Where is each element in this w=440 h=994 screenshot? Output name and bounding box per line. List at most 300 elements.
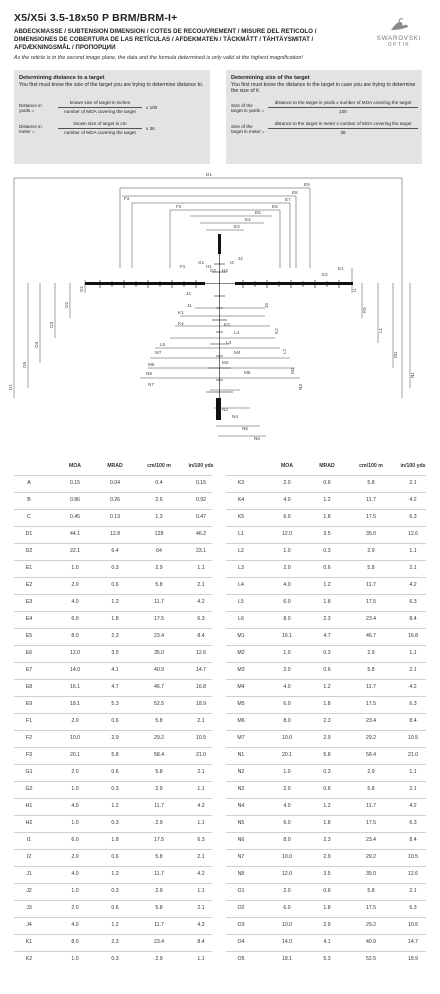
table-row — [14, 475, 426, 492]
table-cell: 5.3 — [323, 956, 331, 962]
table-cell: 2.9 — [155, 565, 163, 571]
table-cell: 2.0 — [71, 905, 79, 911]
reticle-label: N2 — [222, 407, 228, 412]
table-cell: O4 — [237, 939, 245, 945]
table-cell: 10.5 — [407, 922, 419, 928]
table-cell: 11.7 — [154, 803, 164, 809]
row-divider — [226, 713, 426, 714]
table-cell: 2.0 — [283, 565, 291, 571]
swan-icon — [388, 16, 410, 34]
table-row — [14, 900, 426, 917]
table-cell: 10.0 — [281, 735, 293, 741]
table-cell: 4.0 — [283, 803, 291, 809]
table-cell: M2 — [237, 650, 245, 656]
table-cell: 17.5 — [365, 820, 377, 826]
table-cell: 1.1 — [197, 565, 205, 571]
table-cell: 14.7 — [407, 939, 419, 945]
table-cell: 11.7 — [366, 684, 376, 690]
table-cell: 22.1 — [69, 548, 81, 554]
table-cell: 17.5 — [153, 837, 165, 843]
table-cell: M5 — [237, 701, 245, 707]
table-cell: 35.0 — [153, 650, 165, 656]
table-cell: 10.5 — [195, 735, 207, 741]
row-divider — [14, 645, 212, 646]
table-cell: 29.2 — [153, 735, 165, 741]
table-cell: 2.9 — [367, 650, 375, 656]
reticle-label: I2 — [230, 260, 234, 265]
table-cell: 29.2 — [365, 735, 377, 741]
row-divider — [14, 764, 212, 765]
row-divider — [226, 509, 426, 510]
reticle-label: H2 — [222, 268, 228, 273]
table-cell: 40.9 — [365, 939, 377, 945]
table-cell: 0.86 — [69, 497, 81, 503]
table-cell: J2 — [26, 888, 32, 894]
table-cell: 0.6 — [111, 905, 119, 911]
table-cell: G1 — [25, 769, 33, 775]
size-meter-denominator: 36 — [340, 130, 346, 135]
table-cell: 12.6 — [407, 531, 419, 537]
table-cell: G2 — [25, 786, 33, 792]
table-cell: 6.3 — [197, 616, 205, 622]
reticle-label: D1 — [8, 384, 13, 390]
table-row — [14, 815, 426, 832]
table-cell: L1 — [238, 531, 244, 537]
table-cell: 46.7 — [153, 684, 165, 690]
table-cell: 1.2 — [111, 871, 119, 877]
row-divider — [14, 798, 212, 799]
reticle-label: E2 — [322, 272, 328, 277]
table-cell: 2.9 — [323, 854, 331, 860]
table-cell: J3 — [26, 905, 32, 911]
table-cell: 2.9 — [323, 922, 331, 928]
table-cell: 0.6 — [323, 667, 331, 673]
table-row — [14, 577, 426, 594]
table-cell: N1 — [237, 752, 245, 758]
table-cell: M1 — [237, 633, 245, 639]
table-row — [14, 543, 426, 560]
table-cell: 6.0 — [71, 616, 79, 622]
table-cell: 6.0 — [283, 820, 291, 826]
reticle-label: L2 — [282, 348, 287, 354]
row-divider — [14, 526, 212, 527]
table-cell: L6 — [238, 616, 244, 622]
reticle-label: E5 — [255, 210, 261, 215]
table-cell: 10.0 — [69, 735, 81, 741]
table-cell: N8 — [237, 871, 245, 877]
brand-name: SWAROVSKI — [376, 35, 422, 42]
table-cell: M3 — [237, 667, 245, 673]
table-row — [14, 781, 426, 798]
reticle-label: N3 — [298, 384, 303, 390]
row-divider — [14, 730, 212, 731]
table-row — [14, 696, 426, 713]
table-cell: 8.4 — [409, 718, 417, 724]
table-cell: N6 — [237, 837, 245, 843]
column-header: in/100 yds — [188, 463, 214, 469]
table-row — [14, 934, 426, 951]
table-cell: 4.0 — [71, 599, 79, 605]
table-cell: 17.5 — [365, 514, 377, 520]
size-yards-numerator: distance to the target in yards x number of MOA covering the target — [274, 100, 412, 105]
row-divider — [14, 543, 212, 544]
table-cell: 2.9 — [111, 735, 119, 741]
reticle-label: L1 — [378, 327, 383, 333]
row-divider — [14, 832, 212, 833]
table-cell: 2.9 — [155, 888, 163, 894]
table-cell: 10.5 — [407, 735, 419, 741]
table-cell: 2.0 — [71, 769, 79, 775]
table-cell: N2 — [237, 769, 245, 775]
table-cell: 0.45 — [69, 514, 81, 520]
table-cell: 11.7 — [154, 599, 164, 605]
row-divider — [226, 475, 426, 476]
table-cell: L4 — [238, 582, 244, 588]
row-divider — [226, 594, 426, 595]
table-cell: 0.47 — [195, 514, 207, 520]
table-cell: 2.9 — [155, 820, 163, 826]
table-cell: E6 — [25, 650, 33, 656]
table-cell: 0.6 — [111, 718, 119, 724]
reticle-label: L5 — [160, 342, 166, 347]
table-cell: 6.0 — [283, 701, 291, 707]
table-cell: 10.0 — [281, 854, 293, 860]
table-cell: L5 — [238, 599, 244, 605]
fraction-line — [58, 107, 142, 108]
table-cell: 1.2 — [111, 599, 119, 605]
table-cell: 1.2 — [323, 497, 331, 503]
reticle-label: N5 — [242, 426, 248, 431]
table-cell: 5.8 — [155, 582, 163, 588]
table-cell: L3 — [238, 565, 244, 571]
reticle-label: E6 — [272, 204, 278, 209]
reticle-label: F1 — [180, 264, 186, 269]
fraction-line — [268, 128, 418, 129]
reticle-diagram — [0, 168, 440, 450]
table-cell: 0.3 — [111, 956, 119, 962]
reticle-label: E4 — [245, 217, 251, 222]
row-divider — [226, 764, 426, 765]
table-cell: F2 — [25, 735, 33, 741]
table-cell: 0.3 — [111, 820, 119, 826]
reticle-label: N7 — [148, 382, 154, 387]
table-cell: 6.3 — [409, 599, 417, 605]
reticle-label: D1 — [206, 172, 212, 177]
header — [14, 12, 354, 61]
reticle-label: J4 — [186, 291, 191, 296]
table-cell: B — [27, 497, 31, 503]
reticle-label: L3 — [226, 340, 232, 345]
table-cell: 0.3 — [111, 786, 119, 792]
table-cell: 0.4 — [155, 480, 163, 486]
table-cell: 4.0 — [71, 922, 79, 928]
distance-meter-denominator: number of MOA covering the target — [64, 130, 136, 135]
table-cell: 14.0 — [281, 939, 293, 945]
table-cell: O3 — [237, 922, 245, 928]
distance-yards-numerator: known size of target in inches — [69, 100, 131, 105]
reticle-label: M2 — [290, 367, 295, 374]
size-yards-denominator: 100 — [339, 109, 347, 114]
table-cell: 2.0 — [71, 582, 79, 588]
table-cell: 8.0 — [283, 718, 291, 724]
table-cell: 23.4 — [365, 616, 377, 622]
table-cell: 2.1 — [409, 667, 417, 673]
table-cell: 2.1 — [197, 769, 205, 775]
table-cell: E3 — [25, 599, 33, 605]
table-row — [14, 798, 426, 815]
table-cell: 1.8 — [323, 820, 331, 826]
reticle-label: M1 — [393, 351, 398, 358]
row-divider — [226, 730, 426, 731]
row-divider — [14, 781, 212, 782]
fraction-line — [268, 107, 418, 108]
size-box-desc: You first must know the distance to the target in case you are trying to determine the size of it. — [231, 82, 416, 95]
table-row — [14, 883, 426, 900]
table-cell: K3 — [237, 480, 245, 486]
table-cell: E4 — [25, 616, 33, 622]
table-cell: 1.2 — [111, 803, 119, 809]
table-cell: 3.5 — [323, 871, 331, 877]
table-cell: 5.8 — [367, 888, 375, 894]
row-divider — [226, 832, 426, 833]
table-cell: 0.6 — [323, 565, 331, 571]
table-cell: 4.1 — [323, 939, 331, 945]
table-cell: O1 — [237, 888, 245, 894]
reticle-label: N1 — [410, 372, 415, 378]
row-divider — [226, 747, 426, 748]
table-cell: 2.3 — [323, 718, 331, 724]
page-subtitle: ABDECKMASSE / SUBTENSION DIMENSION / COTES DE RECOUVREMENT / MISURE DEL RETICOLO / DIMENSIONES DE COBERTURA DE LAS RETÍCULAS / AFDEKMATEN / TÄCKMÅTT / TÄHTÄYSMITAT / AFDÆKNINGSMÅL / ПРОПОРЦИИ — [14, 28, 317, 51]
table-cell: J1 — [26, 871, 32, 877]
table-row — [14, 594, 426, 611]
row-divider — [14, 849, 212, 850]
table-cell: 1.8 — [323, 599, 331, 605]
row-divider — [226, 781, 426, 782]
table-cell: 29.2 — [365, 922, 377, 928]
reticle-label: F3 — [124, 196, 130, 201]
fraction-line — [58, 128, 142, 129]
table-cell: J4 — [26, 922, 32, 928]
table-cell: 8.4 — [409, 616, 417, 622]
table-cell: 1.8 — [323, 514, 331, 520]
row-divider — [226, 526, 426, 527]
table-cell: 4.2 — [197, 599, 205, 605]
table-cell: 6.0 — [283, 599, 291, 605]
reticle-label: J1 — [187, 303, 192, 308]
table-cell: 6.3 — [409, 701, 417, 707]
table-cell: 6.3 — [409, 820, 417, 826]
table-cell: H1 — [25, 803, 33, 809]
table-cell: 5.8 — [367, 667, 375, 673]
table-cell: 3.5 — [111, 650, 119, 656]
table-cell: 12.6 — [195, 650, 207, 656]
table-cell: 4.7 — [111, 684, 119, 690]
table-cell: M6 — [237, 718, 245, 724]
table-cell: 40.9 — [153, 667, 165, 673]
row-divider — [226, 798, 426, 799]
table-cell: 2.6 — [155, 497, 163, 503]
table-cell: 0.3 — [111, 888, 119, 894]
table-cell: 11.7 — [366, 803, 376, 809]
table-cell: 10.0 — [281, 922, 293, 928]
table-cell: 1.8 — [111, 616, 119, 622]
row-divider — [14, 509, 212, 510]
table-cell: 17.5 — [365, 599, 377, 605]
table-cell: 0.3 — [323, 769, 331, 775]
table-cell: 2.0 — [283, 480, 291, 486]
reticle-label: F2 — [176, 204, 182, 209]
row-divider — [226, 815, 426, 816]
row-divider — [226, 662, 426, 663]
reticle-label: N6 — [254, 436, 260, 441]
table-cell: E9 — [25, 701, 33, 707]
table-cell: 2.1 — [409, 786, 417, 792]
row-divider — [14, 475, 212, 476]
table-cell: K1 — [25, 939, 33, 945]
reticle-label: O4 — [34, 341, 39, 348]
table-row — [14, 917, 426, 934]
table-cell: 5.8 — [155, 905, 163, 911]
table-cell: 2.0 — [71, 854, 79, 860]
table-cell: 11.7 — [366, 582, 376, 588]
table-cell: 14.0 — [69, 667, 81, 673]
table-row — [14, 526, 426, 543]
table-cell: 4.2 — [197, 803, 205, 809]
table-cell: 23.1 — [195, 548, 207, 554]
table-cell: 2.3 — [111, 939, 119, 945]
table-cell: N7 — [237, 854, 245, 860]
table-cell: 6.3 — [409, 514, 417, 520]
table-cell: 44.1 — [69, 531, 81, 537]
column-header: MRAD — [319, 463, 335, 469]
table-cell: 6.0 — [283, 514, 291, 520]
table-cell: 12.0 — [281, 531, 293, 537]
table-cell: 1.2 — [111, 922, 119, 928]
table-cell: 8.4 — [409, 837, 417, 843]
table-cell: 1.8 — [323, 905, 331, 911]
subtension-table — [14, 458, 426, 988]
size-formula-box — [226, 70, 422, 164]
table-cell: 4.0 — [71, 803, 79, 809]
table-cell: N3 — [237, 786, 245, 792]
table-cell: 1.3 — [155, 514, 163, 520]
reticle-label: K1 — [178, 310, 184, 315]
reticle-label: J3 — [264, 303, 269, 308]
table-cell: F3 — [25, 752, 33, 758]
table-cell: 8.0 — [71, 939, 79, 945]
size-yards-label: Size of the target in yards = — [231, 103, 265, 114]
table-cell: 0.3 — [323, 650, 331, 656]
table-cell: 12.8 — [109, 531, 121, 537]
table-cell: 58.4 — [365, 752, 377, 758]
table-cell: M7 — [237, 735, 245, 741]
row-divider — [226, 628, 426, 629]
table-cell: 0.92 — [195, 497, 207, 503]
table-cell: 0.6 — [323, 786, 331, 792]
table-cell: O2 — [237, 905, 245, 911]
reticle-label: G2 — [210, 268, 217, 273]
table-cell: 12.6 — [407, 871, 419, 877]
table-cell: 6.0 — [283, 905, 291, 911]
column-header: cm/100 m — [359, 463, 383, 469]
table-cell: 17.5 — [365, 701, 377, 707]
row-divider — [14, 560, 212, 561]
brand-sub: OPTIK — [387, 42, 411, 48]
row-divider — [226, 951, 426, 952]
row-divider — [226, 934, 426, 935]
table-cell: 2.1 — [409, 480, 417, 486]
table-cell: 5.8 — [155, 854, 163, 860]
table-cell: 2.1 — [197, 718, 205, 724]
table-cell: D1 — [25, 531, 33, 537]
table-row — [14, 730, 426, 747]
table-cell: 2.0 — [71, 718, 79, 724]
table-cell: 5.8 — [323, 752, 331, 758]
table-cell: 4.1 — [111, 667, 119, 673]
distance-box-title: Determining distance to a target — [19, 75, 105, 81]
table-cell: E1 — [25, 565, 33, 571]
table-cell: 35.0 — [365, 531, 377, 537]
row-divider — [226, 560, 426, 561]
reticle-label: E9 — [304, 182, 310, 187]
table-row — [14, 713, 426, 730]
row-divider — [14, 934, 212, 935]
table-cell: 2.3 — [111, 633, 119, 639]
row-divider — [226, 883, 426, 884]
table-cell: 1.1 — [197, 820, 205, 826]
reticle-label: L4 — [234, 330, 240, 335]
table-cell: 46.2 — [195, 531, 207, 537]
table-cell: 20.1 — [69, 752, 81, 758]
table-cell: 11.7 — [366, 497, 376, 503]
table-cell: L2 — [238, 548, 244, 554]
table-cell: 14.7 — [195, 667, 207, 673]
column-header: MRAD — [107, 463, 123, 469]
size-box-title: Determining size of the target — [231, 75, 310, 81]
reticle-label: E1 — [338, 266, 344, 271]
row-divider — [226, 543, 426, 544]
table-cell: 18.9 — [407, 956, 419, 962]
table-cell: K5 — [237, 514, 245, 520]
table-cell: 1.1 — [409, 650, 417, 656]
table-cell: E8 — [25, 684, 33, 690]
table-cell: 5.8 — [367, 565, 375, 571]
table-cell: 4.2 — [197, 922, 205, 928]
table-cell: 16.8 — [195, 684, 207, 690]
table-cell: 18.9 — [195, 701, 207, 707]
table-cell: K2 — [25, 956, 33, 962]
table-cell: 4.7 — [323, 633, 331, 639]
table-cell: 1.2 — [323, 582, 331, 588]
table-cell: 6.0 — [71, 837, 79, 843]
table-cell: 0.3 — [111, 565, 119, 571]
table-cell: M4 — [237, 684, 245, 690]
table-cell: O5 — [237, 956, 245, 962]
table-cell: H2 — [25, 820, 33, 826]
row-divider — [226, 577, 426, 578]
row-divider — [14, 900, 212, 901]
table-cell: 1.0 — [71, 565, 79, 571]
row-divider — [14, 951, 212, 952]
row-divider — [226, 696, 426, 697]
table-cell: 17.5 — [153, 616, 165, 622]
reticle-label: M4 — [234, 350, 241, 355]
distance-box-desc: You first must know the size of the target you are trying to determine distance to. — [19, 82, 204, 88]
table-cell: 1.0 — [71, 786, 79, 792]
table-cell: 23.4 — [153, 939, 165, 945]
table-row — [14, 509, 426, 526]
table-cell: 2.0 — [283, 667, 291, 673]
